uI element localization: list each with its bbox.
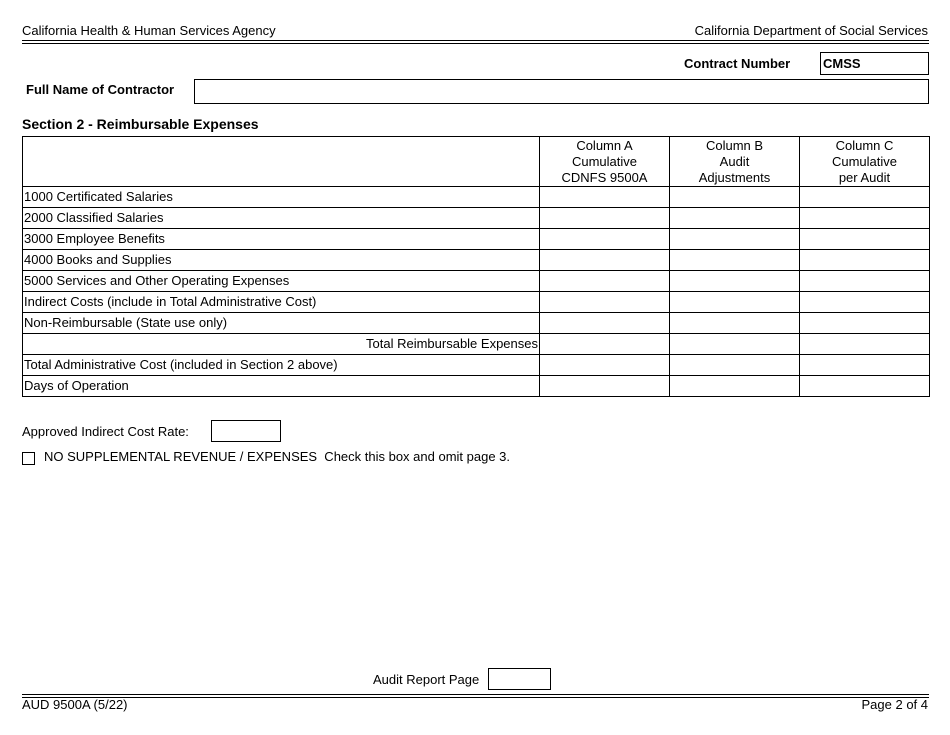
row-label: 1000 Certificated Salaries: [23, 187, 540, 208]
column-a-header: [540, 137, 670, 187]
column-b-cell[interactable]: [670, 334, 800, 355]
contractor-name-field[interactable]: [194, 79, 929, 104]
row-label: Days of Operation: [23, 376, 540, 397]
column-c-header: [800, 137, 930, 187]
column-a-cell[interactable]: [540, 376, 670, 397]
column-b-cell[interactable]: [670, 250, 800, 271]
row-label-header: [23, 137, 540, 187]
column-c-cell[interactable]: [800, 376, 930, 397]
total-label: Total Reimbursable Expenses: [23, 334, 540, 355]
row-label: 3000 Employee Benefits: [23, 229, 540, 250]
column-a-cell[interactable]: [540, 187, 670, 208]
column-a-cell[interactable]: [540, 229, 670, 250]
table-row: [23, 313, 930, 334]
table-header-row: [23, 137, 930, 187]
table-row: [23, 250, 930, 271]
indirect-rate-label: Approved Indirect Cost Rate:: [22, 424, 189, 439]
agency-name: California Health & Human Services Agency: [22, 23, 276, 38]
column-a-line1: Column A: [576, 137, 633, 153]
column-a-cell[interactable]: [540, 208, 670, 229]
table-row: [23, 187, 930, 208]
contract-number-field[interactable]: [820, 52, 929, 75]
audit-report-page-label: Audit Report Page: [373, 672, 480, 687]
row-label: Non-Reimbursable (State use only): [23, 313, 540, 334]
table-row: [23, 208, 930, 229]
department-name: California Department of Social Services: [694, 23, 928, 38]
table-row: [23, 292, 930, 313]
column-b-line1: Column B: [705, 137, 764, 153]
page-number: Page 2 of 4: [861, 697, 928, 712]
column-c-cell[interactable]: [800, 250, 930, 271]
column-a-cell[interactable]: [540, 250, 670, 271]
column-c-line1: Column C: [835, 137, 894, 153]
column-c-cell[interactable]: [800, 355, 930, 376]
contractor-name-label: Full Name of Contractor: [26, 82, 175, 97]
table-row: [23, 271, 930, 292]
column-b-cell[interactable]: [670, 355, 800, 376]
audit-report-page-field[interactable]: [488, 668, 551, 690]
column-a-cell[interactable]: [540, 355, 670, 376]
total-row: [23, 334, 930, 355]
column-b-header: [670, 137, 800, 187]
no-supplemental-label: NO SUPPLEMENTAL REVENUE / EXPENSES Check this box and omit page 3.: [44, 449, 511, 464]
column-c-cell[interactable]: [800, 208, 930, 229]
row-label: 5000 Services and Other Operating Expenses: [23, 271, 540, 292]
column-c-cell[interactable]: [800, 229, 930, 250]
table-row: [23, 376, 930, 397]
column-b-line2: Audit: [719, 153, 750, 169]
column-b-cell[interactable]: [670, 187, 800, 208]
row-label: Total Administrative Cost (included in Section 2 above): [23, 355, 540, 376]
footer-divider: [22, 694, 929, 695]
column-b-cell[interactable]: [670, 271, 800, 292]
section-title: Section 2 - Reimbursable Expenses: [22, 116, 259, 132]
column-c-line2: Cumulative: [831, 153, 898, 169]
expenses-table: [22, 136, 930, 397]
column-b-cell[interactable]: [670, 292, 800, 313]
column-b-line3: Adjustments: [698, 169, 771, 185]
column-c-cell[interactable]: [800, 313, 930, 334]
column-a-line3: CDNFS 9500A: [561, 169, 648, 185]
indirect-rate-field[interactable]: [211, 420, 281, 442]
row-label: 4000 Books and Supplies: [23, 250, 540, 271]
column-c-line3: per Audit: [838, 169, 891, 185]
header-divider: [22, 40, 929, 41]
column-a-cell[interactable]: [540, 271, 670, 292]
row-label: 2000 Classified Salaries: [23, 208, 540, 229]
column-b-cell[interactable]: [670, 313, 800, 334]
header-divider-2: [22, 43, 929, 44]
row-label: Indirect Costs (include in Total Administrative Cost): [23, 292, 540, 313]
footer-divider-2: [22, 697, 929, 698]
column-c-cell[interactable]: [800, 187, 930, 208]
column-a-line2: Cumulative: [571, 153, 638, 169]
column-b-cell[interactable]: [670, 229, 800, 250]
column-a-cell[interactable]: [540, 292, 670, 313]
column-c-cell[interactable]: [800, 292, 930, 313]
column-b-cell[interactable]: [670, 208, 800, 229]
column-b-cell[interactable]: [670, 376, 800, 397]
column-c-cell[interactable]: [800, 334, 930, 355]
column-a-cell[interactable]: [540, 313, 670, 334]
contract-number-label: Contract Number: [684, 56, 791, 71]
column-a-cell[interactable]: [540, 334, 670, 355]
contract-number-value: CMSS: [823, 56, 861, 71]
no-supplemental-checkbox[interactable]: [22, 452, 35, 465]
column-c-cell[interactable]: [800, 271, 930, 292]
table-row: [23, 355, 930, 376]
table-row: [23, 229, 930, 250]
form-id: AUD 9500A (5/22): [22, 697, 128, 712]
